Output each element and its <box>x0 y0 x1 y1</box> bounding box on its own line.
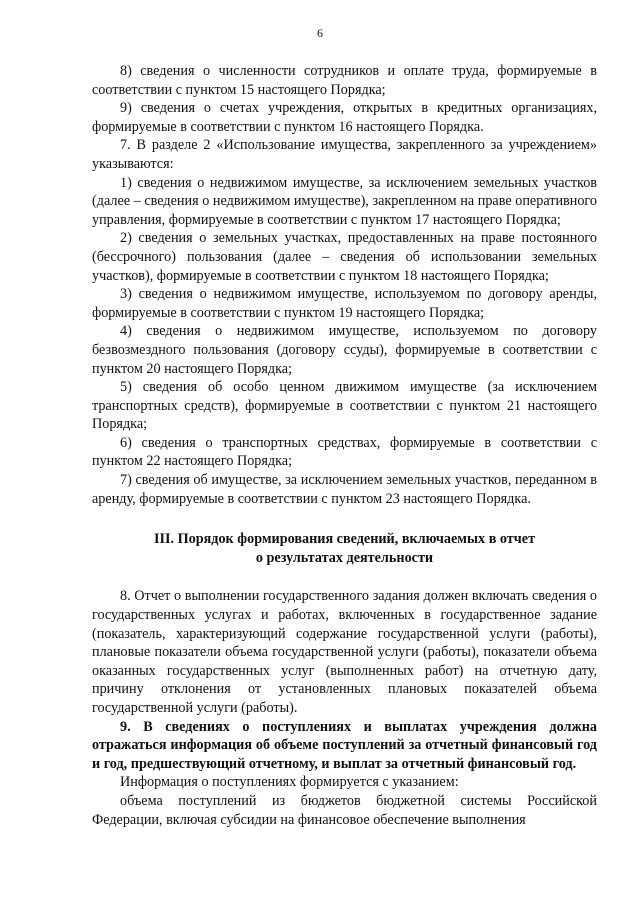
section-3-heading-line-1: III. Порядок формирования сведений, включаемых в отчет <box>153 531 536 548</box>
paragraph-7-item-1: 1) сведения о недвижимом имуществе, за исключением земельных участков (далее – сведения о недвижимом имуществе), закрепленном на праве оперативного управления, формируемые в соответствии с пунктом 17 настоящего Порядка; <box>92 174 597 228</box>
paragraph-9: 9. В сведениях о поступлениях и выплатах учреждения должна отражаться информация об объеме поступлений за отчетный финансовый год и год, предшествующий отчетному, и выплат за отчетный финансовый год. <box>92 718 597 772</box>
paragraph-7-item-5: 5) сведения об особо ценном движимом имуществе (за исключением транспортных средств), формируемые в соответствии с пунктом 21 настоящего Порядка; <box>92 379 597 433</box>
paragraph-7-item-3: 3) сведения о недвижимом имуществе, используемом по договору аренды, формируемые в соответствии с пунктом 19 настоящего Порядка; <box>92 286 597 321</box>
list-item-8: 8) сведения о численности сотрудников и оплате труда, формируемые в соответствии с пунктом 15 настоящего Порядка; <box>92 63 597 98</box>
paragraph-7-item-7: 7) сведения об имуществе, за исключением земельных участков, переданном в аренду, формируемые в соответствии с пунктом 23 настоящего Порядка. <box>92 472 597 507</box>
section-3-heading-line-2: о результатах деятельности <box>255 549 434 566</box>
paragraph-9-info: Информация о поступлениях формируется с указанием: <box>120 774 459 791</box>
paragraph-8: 8. Отчет о выполнении государственного задания должен включать сведения о государственных услугах и работах, включенных в государственное задание (показатель, характеризующий содержание государственной услуги (работы), плановые показатели объема государственной услуги (работы), показатели объема оказанных государственных услуг (выполненных работ) на отчетную дату, причину отклонения от установленных плановых показателей объема государственной услуги (работы). <box>92 588 597 716</box>
page-number: 6 <box>317 26 323 40</box>
paragraph-7-item-6: 6) сведения о транспортных средствах, формируемые в соответствии с пунктом 22 настоящего Порядка; <box>92 434 597 470</box>
list-item-9: 9) сведения о счетах учреждения, открытых в кредитных организациях, формируемые в соответствии с пунктом 16 настоящего Порядка. <box>92 100 597 135</box>
paragraph-7-item-2: 2) сведения о земельных участках, предоставленных на праве постоянного (бессрочного) пользования (далее – сведения об использовании земельных участков), формируемые в соответствии с пунктом 18 настоящего Порядка; <box>92 230 597 284</box>
document-body <box>92 62 597 829</box>
paragraph-9-item-1: объема поступлений из бюджетов бюджетной системы Российской Федерации, включая субсидии на финансовое обеспечение выполнения <box>92 792 597 828</box>
paragraph-7-intro: 7. В разделе 2 «Использование имущества, закрепленного за учреждением» указываются: <box>92 137 597 172</box>
paragraph-7-item-4: 4) сведения о недвижимом имуществе, используемом по договору безвозмездного пользования (договору ссуды), формируемые в соответствии с пунктом 20 настоящего Порядка; <box>92 323 597 377</box>
